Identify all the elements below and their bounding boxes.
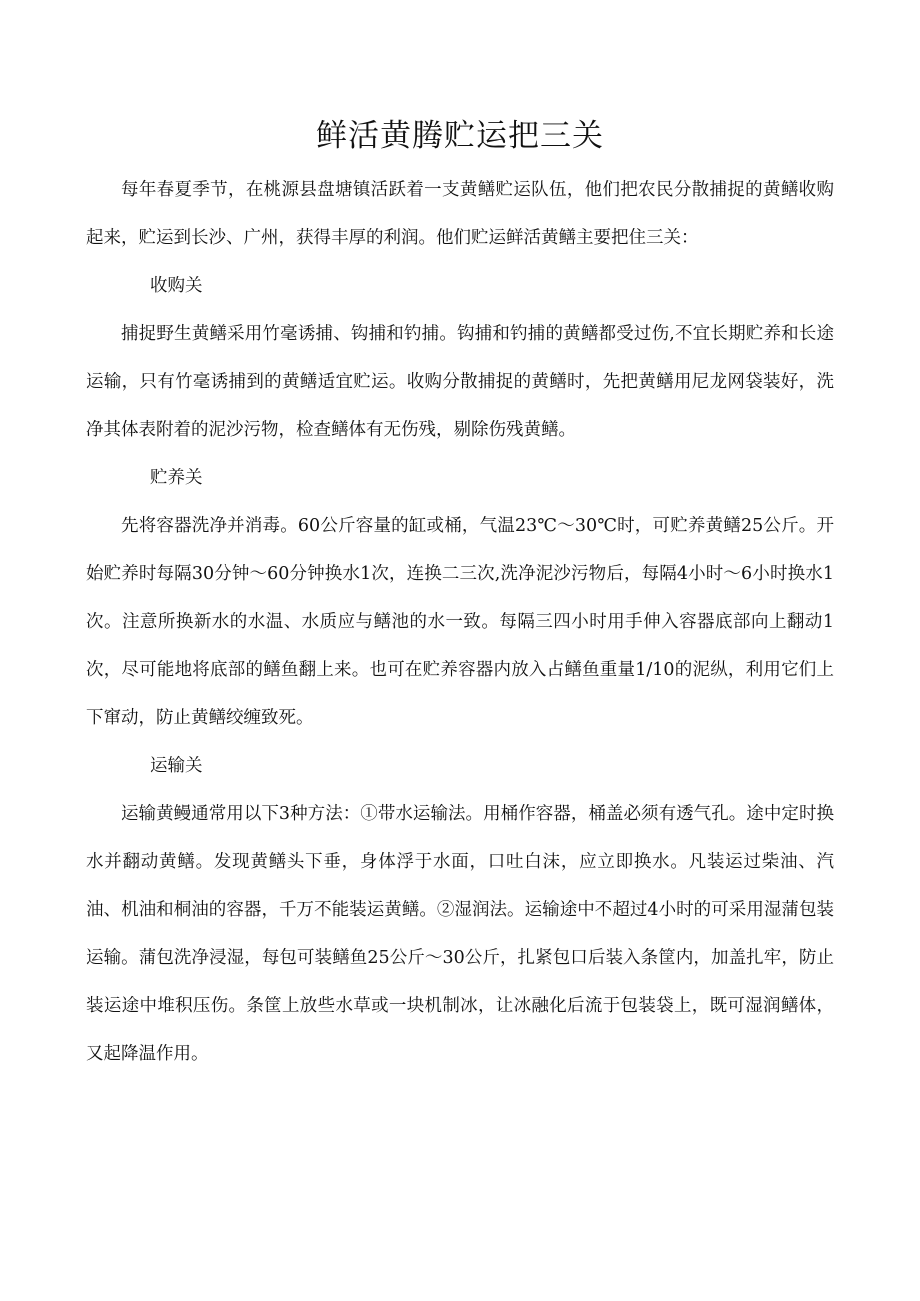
document-body — [86, 166, 834, 1078]
section-text-transport: 运输黄鳗通常用以下3种方法：①带水运输法。用桶作容器，桶盖必须有透气孔。途中定时换水并翻动黄鳝。发现黄鳝头下垂，身体浮于水面，口吐白沫，应立即换水。凡装运过柴油、汽油、机油和桐油的容器，千万不能装运黄鳝。②湿润法。运输途中不超过4小时的可采用湿蒲包装运输。蒲包洗净浸湿，每包可装鳝鱼25公斤～30公斤，扎紧包口后装入条筐内，加盖扎牢，防止装运途中堆积压伤。条筐上放些水草或一块机制冰，让冰融化后流于包装袋上，既可湿润鳝体，又起降温作用。 — [86, 804, 834, 1064]
section-heading-transport: 运输关 — [150, 756, 203, 776]
intro-paragraph: 每年春夏季节，在桃源县盘塘镇活跃着一支黄鳝贮运队伍，他们把农民分散捕捉的黄鳝收购起来，贮运到长沙、广州，获得丰厚的利润。他们贮运鲜活黄鳝主要把住三关： — [86, 180, 834, 248]
document-title: 鲜活黄腾贮运把三关 — [316, 118, 604, 154]
section-text-storage: 先将容器洗净并消毒。60公斤容量的缸或桶，气温23℃～30℃时，可贮养黄鳝25公斤。开始贮养时每隔30分钟～60分钟换水1次，连换二三次,洗净泥沙污物后，每隔4小时～6小时换水1次。注意所换新水的水温、水质应与鳝池的水一致。每隔三四小时用手伸入容器底部向上翻动1次，尽可能地将底部的鳝鱼翻上来。也可在贮养容器内放入占鳝鱼重量1/10的泥纵，利用它们上下窜动，防止黄鳝绞缠致死。 — [86, 516, 834, 728]
section-heading-storage: 贮养关 — [150, 468, 203, 488]
section-text-purchase: 捕捉野生黄鳝采用竹毫诱捕、钩捕和钓捕。钩捕和钓捕的黄鳝都受过伤,不宜长期贮养和长途运输，只有竹毫诱捕到的黄鳝适宜贮运。收购分散捕捉的黄鳝时，先把黄鳝用尼龙网袋装好，洗净其体表附着的泥沙污物，检查鳝体有无伤残，剔除伤残黄鳝。 — [86, 324, 834, 440]
section-heading-purchase: 收购关 — [150, 276, 203, 296]
